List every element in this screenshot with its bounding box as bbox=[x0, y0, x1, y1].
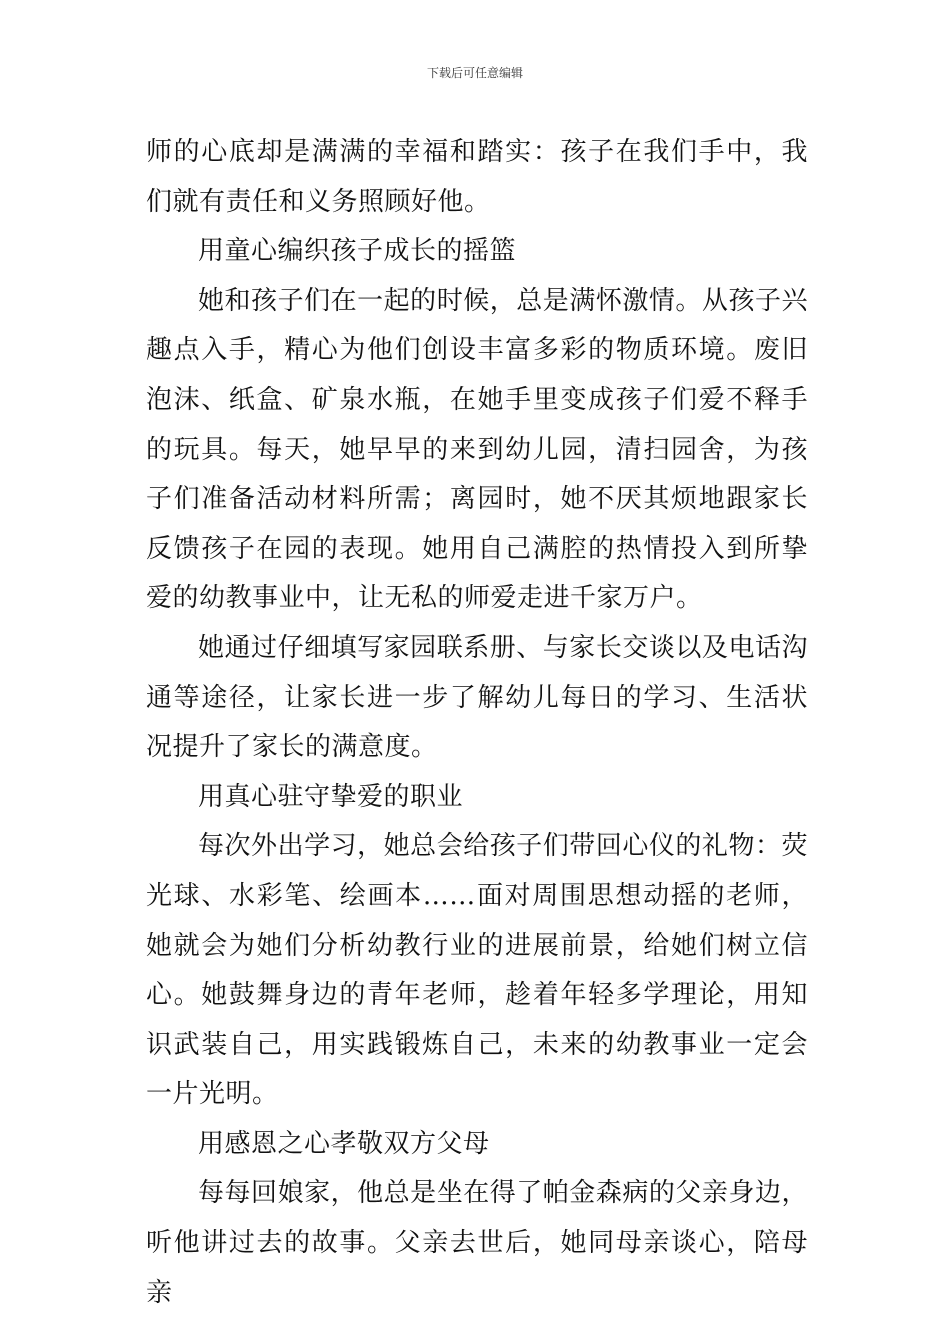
paragraph-home-school-contact: 她通过仔细填写家园联系册、与家长交谈以及电话沟通等途径，让家长进一步了解幼儿每日的学习、生活状况提升了家长的满意度。 bbox=[146, 632, 808, 763]
page-header: 下载后可任意编辑 bbox=[426, 66, 523, 80]
section-heading-true-heart: 用真心驻守挚爱的职业 bbox=[198, 781, 464, 812]
document-body bbox=[146, 128, 808, 1318]
section-heading-childlike-heart: 用童心编织孩子成长的摇篮 bbox=[198, 236, 517, 267]
paragraph-visiting-parents: 每每回娘家，他总是坐在得了帕金森病的父亲身边，听他讲过去的故事。父亲去世后，她同母亲谈心，陪母亲 bbox=[146, 1178, 808, 1308]
paragraph-with-children: 她和孩子们在一起的时候，总是满怀激情。从孩子兴趣点入手，精心为他们创设丰富多彩的物质环境。废旧泡沫、纸盒、矿泉水瓶，在她手里变成孩子们爱不释手的玩具。每天，她早早的来到幼儿园，清扫园舍，为孩子们准备活动材料所需；离园时，她不厌其烦地跟家长反馈孩子在园的表现。她用自己满腔的热情投入到所挚爱的幼教事业中，让无私的师爱走进千家万户。 bbox=[146, 285, 808, 614]
paragraph-continuation: 师的心底却是满满的幸福和踏实：孩子在我们手中，我们就有责任和义务照顾好他。 bbox=[146, 137, 808, 217]
paragraph-study-trips: 每次外出学习，她总会给孩子们带回心仪的礼物：荧光球、水彩笔、绘画本……面对周围思想动摇的老师，她就会为她们分析幼教行业的进展前景，给她们树立信心。她鼓舞身边的青年老师，趁着年轻多学理论，用知识武装自己，用实践锻炼自己，未来的幼教事业一定会一片光明。 bbox=[146, 831, 808, 1110]
section-heading-gratitude: 用感恩之心孝敬双方父母 bbox=[198, 1128, 490, 1159]
